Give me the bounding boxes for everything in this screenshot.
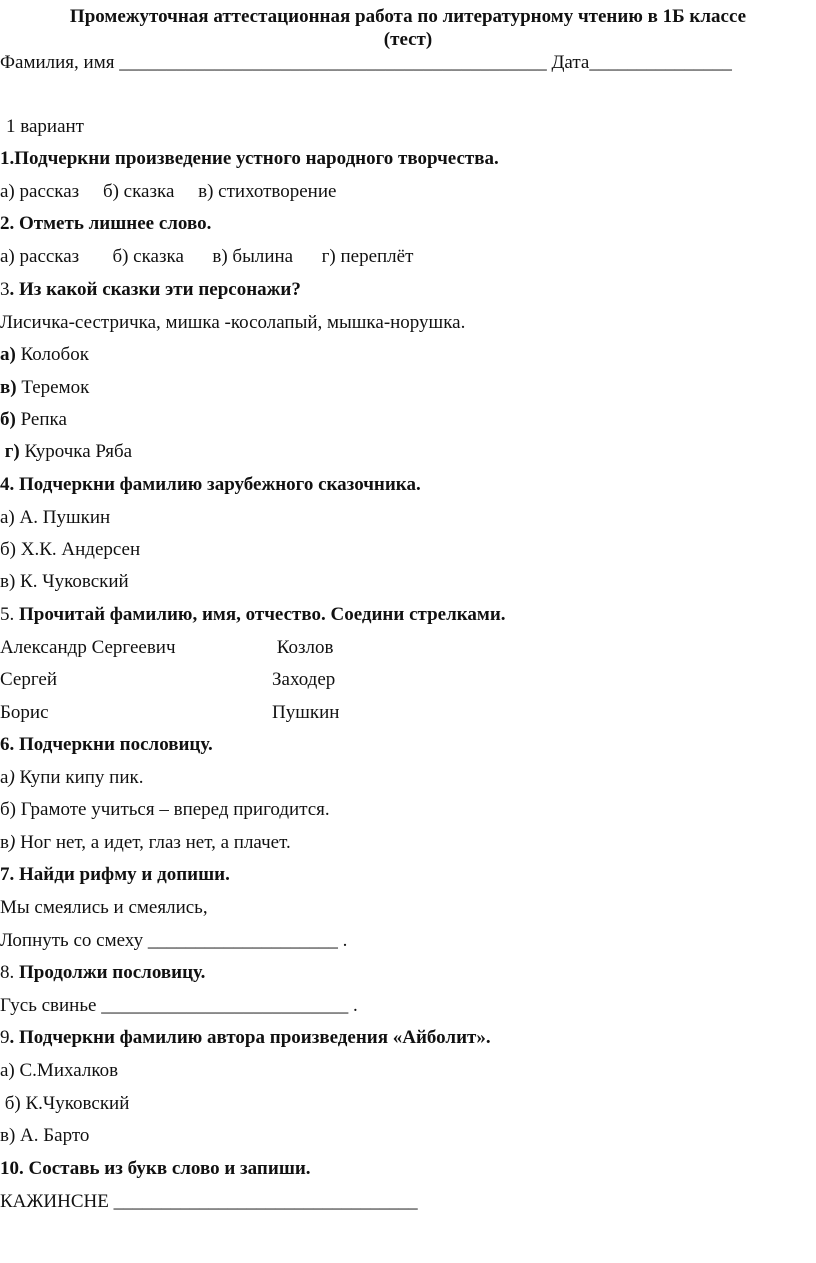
question-6-option-b	[0, 798, 330, 822]
question-6-option-a	[0, 766, 143, 790]
match-surname: Заходер	[272, 669, 336, 690]
question-10-number: 10.	[0, 1158, 24, 1179]
question-3-characters: Лисичка-сестричка, мишка -косолапый, мышка-норушка.	[0, 312, 466, 333]
question-8-number: 8.	[0, 962, 19, 983]
option-label: Грамоте учиться – вперед пригодится.	[16, 799, 330, 820]
question-10-text: Составь из букв слово и запиши.	[28, 1158, 311, 1179]
option-label: Купи кипу пик.	[14, 767, 144, 788]
question-6-option-v	[0, 831, 291, 855]
option-label: Репка	[15, 409, 67, 430]
question-2-options: а) рассказ б) сказка в) былина г) переплёт	[0, 246, 414, 267]
question-3-number: 3	[0, 279, 10, 300]
question-10	[0, 1157, 311, 1181]
option-label: Курочка Ряба	[19, 441, 133, 462]
date-label: Дата	[551, 52, 590, 73]
question-9-option-v: в) А. Барто	[0, 1125, 90, 1146]
option-marker: в)	[0, 377, 17, 398]
match-row-2	[0, 668, 800, 692]
option-marker: а)	[0, 344, 16, 365]
date-blank: _______________	[589, 52, 732, 73]
match-row-3	[0, 701, 800, 725]
question-6-number: 6.	[0, 734, 15, 755]
question-8	[0, 961, 205, 985]
question-3-option-a	[0, 343, 89, 367]
question-4-number: 4.	[0, 474, 15, 495]
question-4-option-v: в) К. Чуковский	[0, 571, 129, 592]
question-2	[0, 212, 211, 236]
option-paren: )	[8, 767, 15, 788]
match-surname: Козлов	[272, 637, 334, 658]
question-4-option-a: а) А. Пушкин	[0, 507, 111, 528]
name-label: Фамилия, имя	[0, 52, 115, 73]
option-marker: б	[0, 799, 10, 820]
question-7-text: Найди рифму и допиши.	[19, 864, 230, 885]
match-first-name: Борис	[0, 702, 49, 723]
question-7-number: 7.	[0, 864, 15, 885]
name-date-row	[0, 51, 732, 75]
question-7	[0, 863, 230, 887]
title-line-1: Промежуточная аттестационная работа по литературному чтению в 1Б классе	[69, 6, 747, 27]
question-7-line-1: Мы смеялись и смеялись,	[0, 897, 208, 918]
question-7-answer-line: Лопнуть со смеху ____________________ .	[0, 930, 348, 951]
question-3-option-g	[0, 440, 132, 464]
match-surname: Пушкин	[272, 702, 340, 723]
question-9-option-a: а) С.Михалков	[0, 1060, 119, 1081]
title-line-2: (тест)	[383, 29, 433, 50]
question-3-option-v	[0, 376, 89, 400]
question-9-text: . Подчеркни фамилию автора произведения «Айболит».	[9, 1027, 491, 1048]
option-paren: )	[8, 832, 16, 853]
question-2-number: 2.	[0, 213, 15, 234]
question-1-text: Подчеркни произведение устного народного творчества.	[14, 148, 499, 169]
option-marker: а	[0, 767, 9, 788]
question-9-number: 9	[0, 1027, 10, 1048]
question-4-option-b: б) Х.К. Андерсен	[0, 539, 141, 560]
question-8-answer-line: Гусь свинье __________________________ .	[0, 995, 358, 1016]
question-5	[0, 603, 506, 627]
option-label: Колобок	[15, 344, 89, 365]
question-10-answer-line: КАЖИНСНЕ ________________________________	[0, 1191, 418, 1212]
question-9	[0, 1026, 491, 1050]
option-paren: )	[9, 799, 16, 820]
question-8-text: Продолжи пословицу.	[19, 962, 206, 983]
question-4	[0, 473, 421, 497]
option-marker: в	[0, 832, 9, 853]
question-4-text: Подчеркни фамилию зарубежного сказочника.	[19, 474, 421, 495]
option-label: Теремок	[16, 377, 90, 398]
match-first-name: Сергей	[0, 669, 57, 690]
question-1	[0, 147, 499, 171]
match-row-1	[0, 636, 800, 660]
question-1-number: 1.	[0, 148, 15, 169]
variant-label: 1 вариант	[6, 116, 84, 137]
question-6-text: Подчеркни пословицу.	[19, 734, 213, 755]
question-3-text: . Из какой сказки эти персонажи?	[9, 279, 301, 300]
name-blank: _____________________________________________	[119, 52, 547, 73]
question-5-number: 5.	[0, 604, 19, 625]
match-first-name: Александр Сергеевич	[0, 637, 176, 658]
question-2-text: Отметь лишнее слово.	[19, 213, 212, 234]
question-9-option-b: б) К.Чуковский	[0, 1093, 130, 1114]
option-marker: б)	[0, 409, 16, 430]
option-marker: г)	[0, 441, 20, 462]
question-5-text: Прочитай фамилию, имя, отчество. Соедини стрелками.	[19, 604, 506, 625]
question-3-option-b	[0, 408, 67, 432]
question-3	[0, 278, 301, 302]
option-label: Ног нет, а идет, глаз нет, а плачет.	[15, 832, 291, 853]
question-6	[0, 733, 213, 757]
question-1-options: а) рассказ б) сказка в) стихотворение	[0, 181, 337, 202]
